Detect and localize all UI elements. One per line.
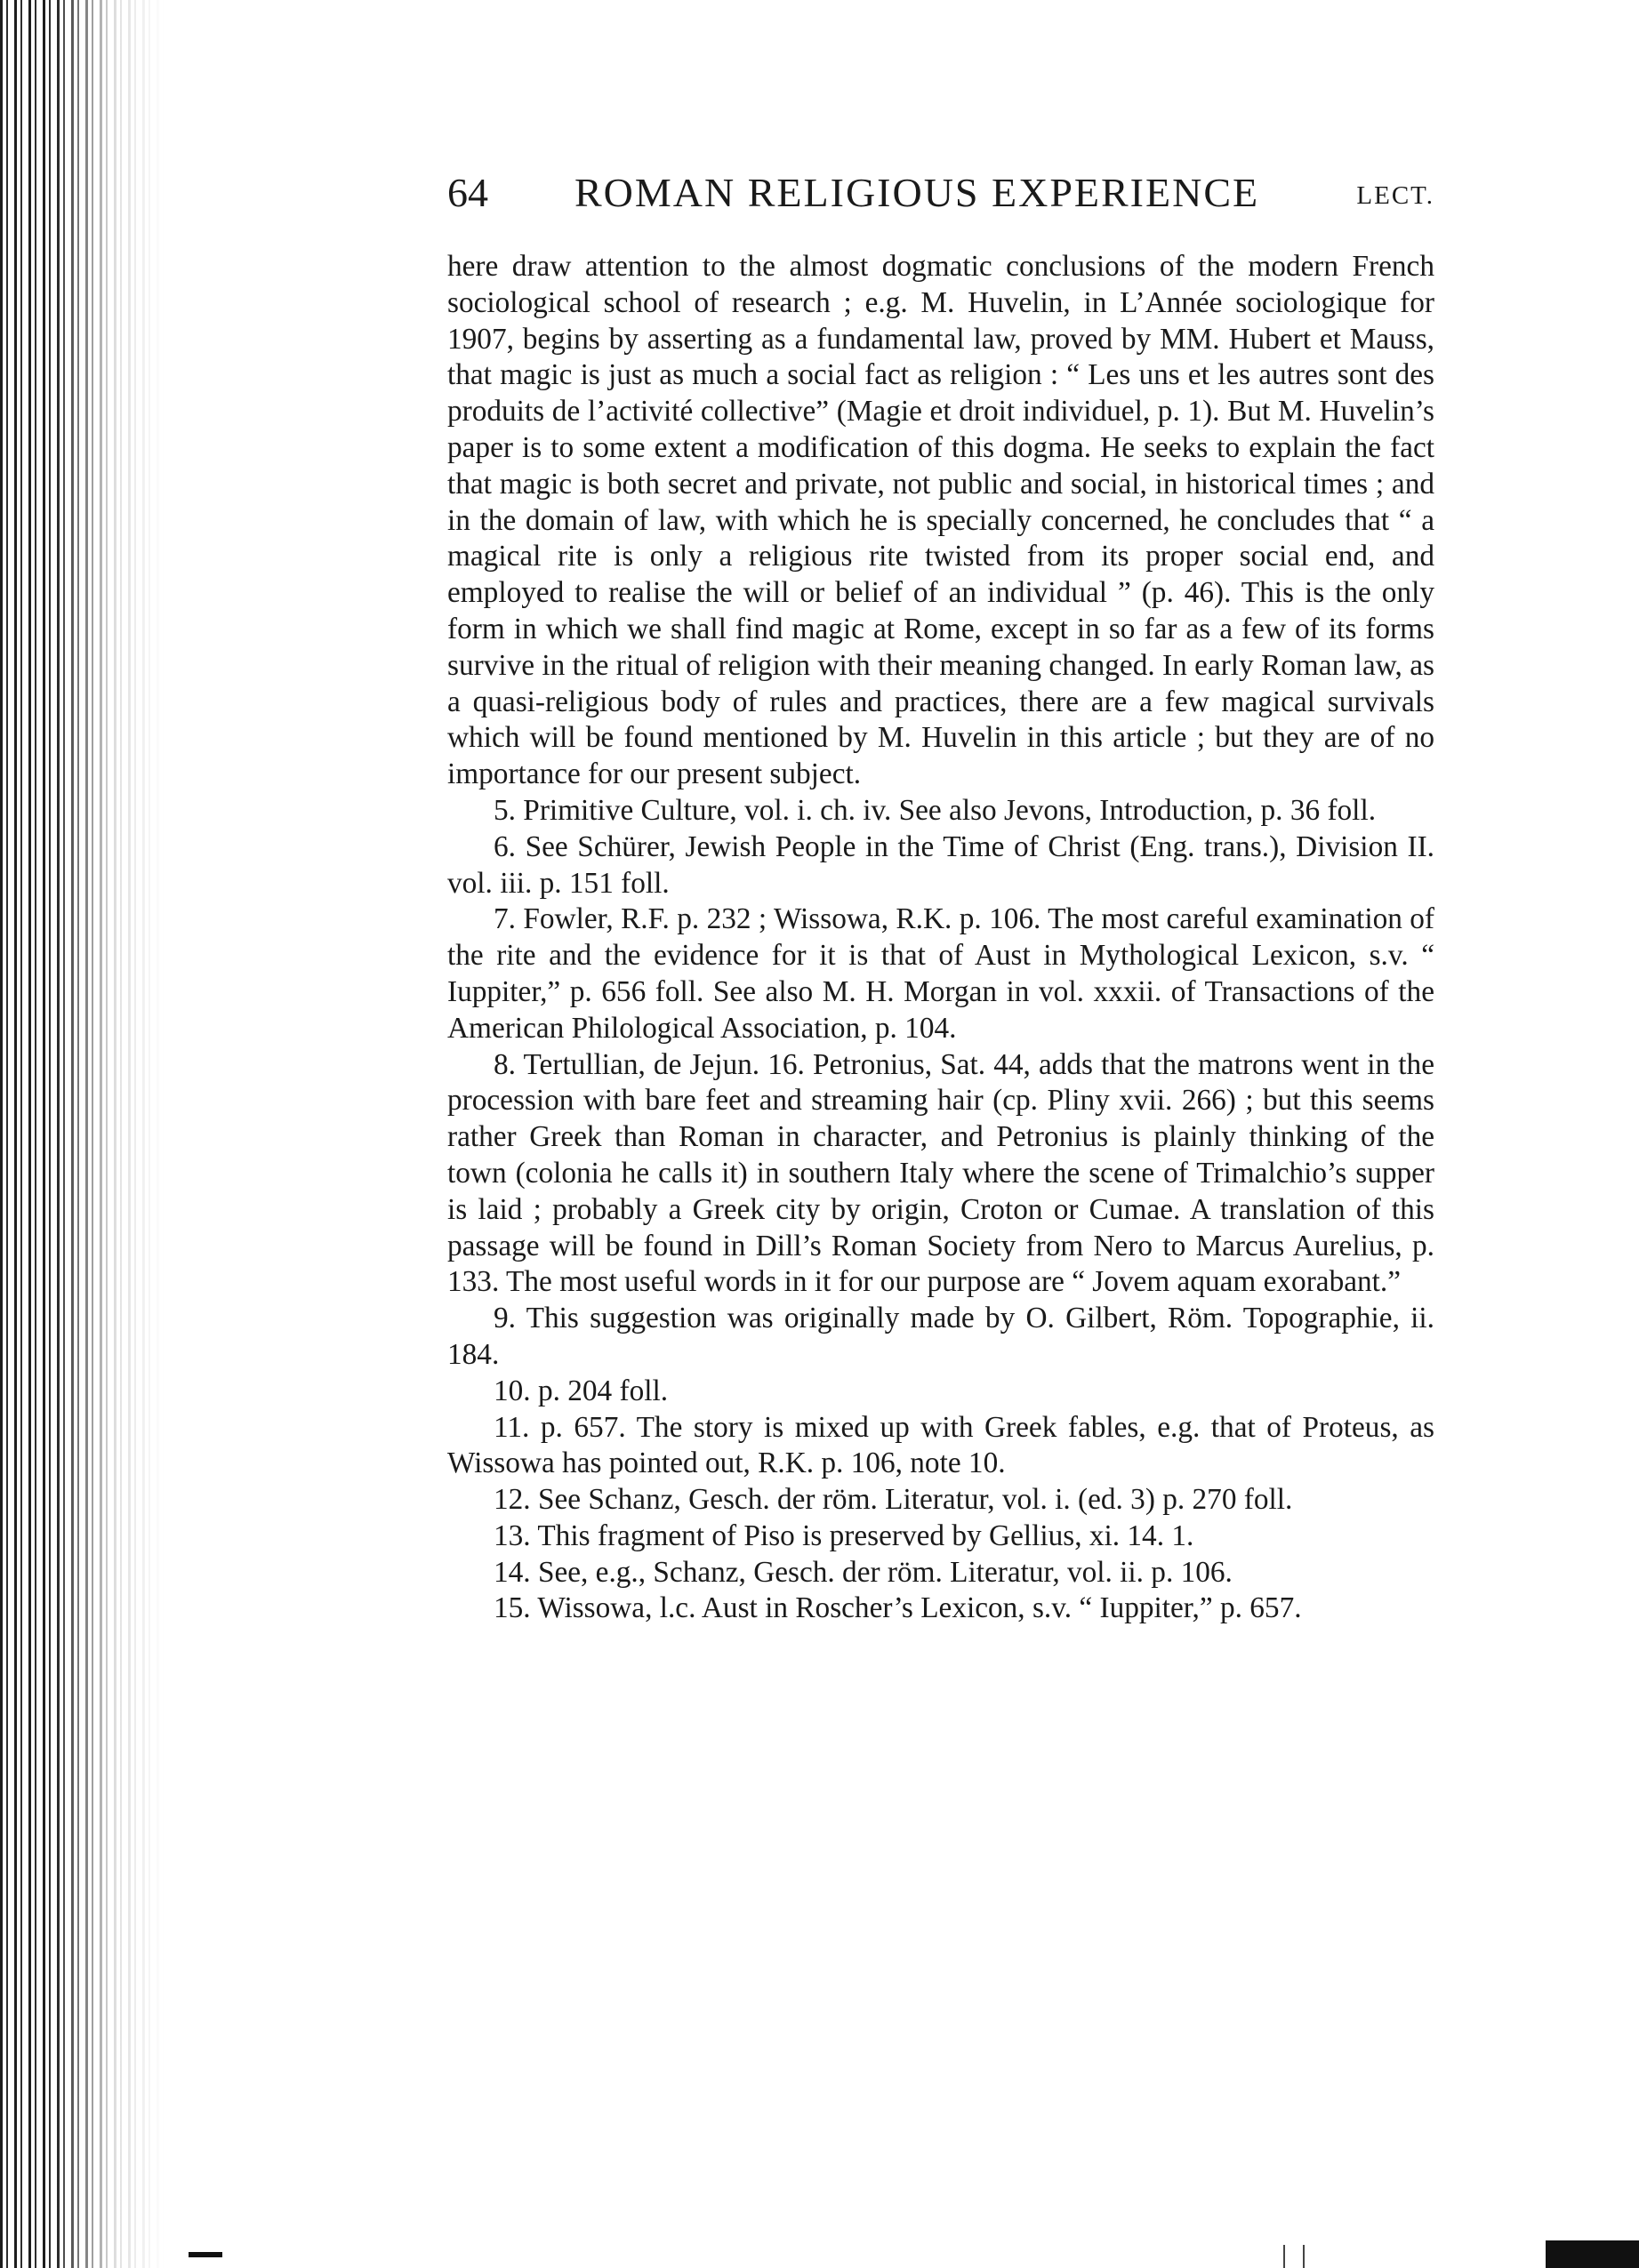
note-6: 6. See Schürer, Jewish People in the Time of Christ (Eng. trans.), Division II. vol. iii. p. 151 foll.	[447, 829, 1434, 900]
note-12: 12. See Schanz, Gesch. der röm. Literatur, vol. i. (ed. 3) p. 270 foll.	[494, 1483, 1293, 1517]
note-8: 8. Tertullian, de Jejun. 16. Petronius, Sat. 44, adds that the matrons went in the procession with bare feet and streaming hair (cp. Pliny xvii. 266) ; but this seems rather Greek than Roman in character, and Petronius is plainly thinking of the town (colonia he calls it) in southern Italy where the scene of Trimalchio’s supper is laid ; probably a Greek city by origin, Croton or Cumae. A translation of this passage will be found in Dill’s Roman Society from Nero to Marcus Aurelius, p. 133. The most useful words in it for our purpose are “ Jovem aquam exorabant.”	[447, 1047, 1434, 1299]
scan-ticks	[1283, 2245, 1305, 2268]
notes-body	[447, 249, 1434, 1627]
running-title: ROMAN RELIGIOUS EXPERIENCE	[574, 170, 1260, 215]
note-7: 7. Fowler, R.F. p. 232 ; Wissowa, R.K. p. 106. The most careful examination of the rite and the evidence for it is that of Aust in Mythological Lexicon, s.v. “ Iuppiter,” p. 656 foll. See also M. H. Morgan in vol. xxxii. of Transactions of the American Philological Association, p. 104.	[447, 902, 1434, 1045]
gutter-fade	[53, 0, 165, 2268]
note-15: 15. Wissowa, l.c. Aust in Roscher’s Lexicon, s.v. “ Iuppiter,” p. 657.	[494, 1591, 1302, 1625]
note-continuation: here draw attention to the almost dogmatic conclusions of the modern French sociological school of research ; e.g. M. Huvelin, in L’Année sociologique for 1907, begins by asserting as a fundamental law, proved by MM. Hubert et Mauss, that magic is just as much a social fact as religion : “ Les uns et les autres sont des produits de l’activité collective” (Magie et droit individuel, p. 1). But M. Huvelin’s paper is to some extent a modification of this dogma. He seeks to explain the fact that magic is both secret and private, not public and social, in historical times ; and in the domain of law, with which he is specially concerned, he concludes that “ a magical rite is only a religious rite twisted from its proper social end, and employed to realise the will or belief of an individual ” (p. 46). This is the only form in which we shall find magic at Rome, except in so far as a few of its forms survive in the ritual of religion with their meaning changed. In early Roman law, as a quasi-religious body of rules and practices, there are a few magical survivals which will be found mentioned by M. Huvelin in this article ; but they are of no importance for our present subject.	[447, 250, 1434, 791]
note-9: 9. This suggestion was originally made by O. Gilbert, Röm. Topographie, ii. 184.	[447, 1302, 1434, 1371]
note-13: 13. This fragment of Piso is preserved by Gellius, xi. 14. 1.	[494, 1519, 1194, 1552]
section-label: LECT.	[1356, 181, 1434, 210]
note-11: 11. p. 657. The story is mixed up with Greek fables, e.g. that of Proteus, as Wissowa has pointed out, R.K. p. 106, note 10.	[447, 1410, 1434, 1480]
page-number: 64	[447, 170, 488, 215]
note-5: 5. Primitive Culture, vol. i. ch. iv. See also Jevons, Introduction, p. 36 foll.	[494, 793, 1377, 827]
note-14: 14. See, e.g., Schanz, Gesch. der röm. Literatur, vol. ii. p. 106.	[494, 1555, 1233, 1589]
scan-mark-right	[1546, 2240, 1639, 2268]
scan-mark-left	[189, 2252, 222, 2257]
note-10: 10. p. 204 foll.	[494, 1374, 669, 1407]
page-header	[447, 169, 1434, 231]
